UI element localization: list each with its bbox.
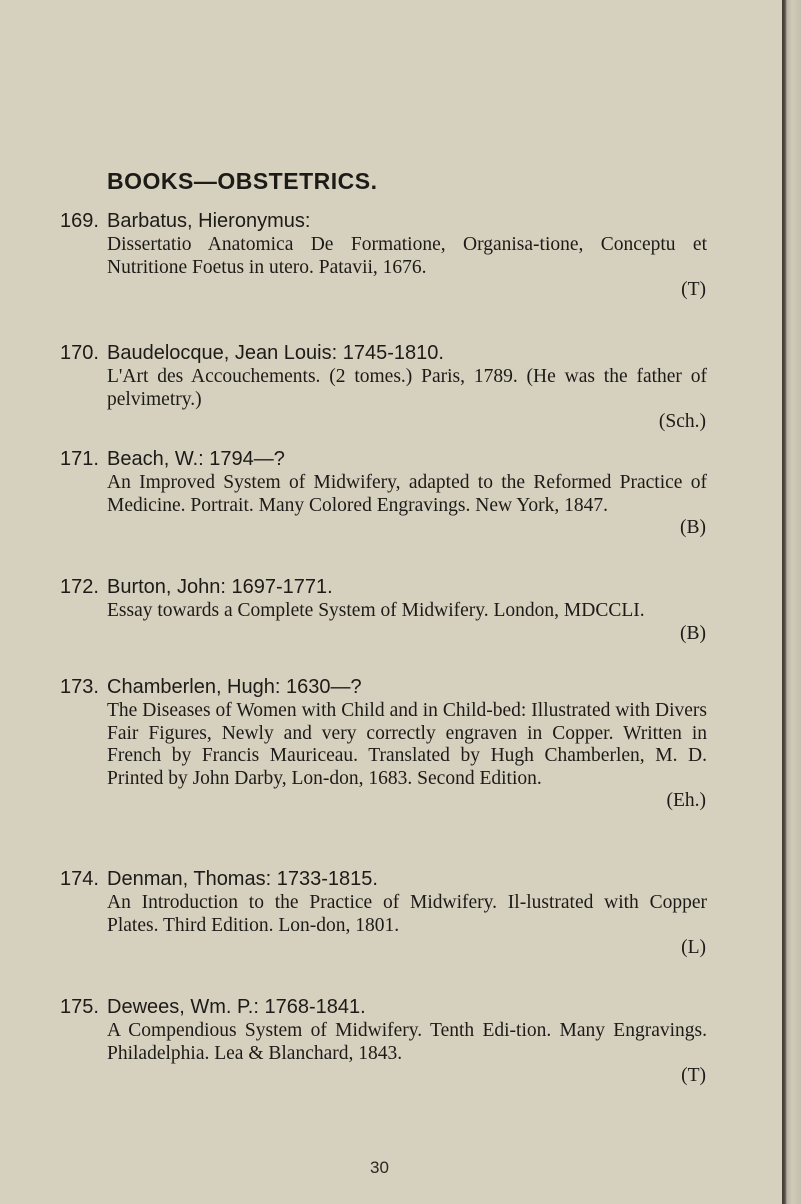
entry-173 [60, 674, 760, 866]
entry-170 [60, 340, 760, 446]
entry-172 [60, 574, 760, 674]
entry-description: Essay towards a Complete System of Midwifery. London, MDCCLI. [107, 600, 645, 621]
entry-169 [60, 208, 760, 340]
entry-source: (Sch.) [658, 411, 706, 432]
page-number: 30 [370, 1158, 389, 1177]
entry-175 [60, 994, 760, 1110]
entry-source: (Eh.) [666, 790, 706, 811]
entry-author: Chamberlen, Hugh: 1630—? [107, 676, 362, 698]
entry-174 [60, 866, 760, 994]
entry-author: Barbatus, Hieronymus: [107, 210, 311, 232]
entry-number: 170. [60, 342, 99, 364]
page-edge [782, 0, 801, 1204]
entry-number: 171. [60, 448, 99, 470]
entry-author: Burton, John: 1697-1771. [107, 576, 333, 598]
entry-author: Beach, W.: 1794—? [107, 448, 285, 470]
entry-source: (L) [681, 937, 706, 958]
entry-list [60, 208, 760, 1110]
entry-description: Dissertatio Anatomica De Formatione, Organisa-tione, Conceptu et Nutritione Foetus in utero. Patavii, 1676. [107, 234, 707, 278]
entry-description: L'Art des Accouchements. (2 tomes.) Paris, 1789. (He was the father of pelvimetry.) [107, 366, 707, 410]
entry-source: (B) [680, 517, 706, 538]
entry-description: The Diseases of Women with Child and in Child-bed: Illustrated with Divers Fair Figures, Newly and very correctly engraven in Copper. Written in French by Francis Mauriceau. Translated by Hugh Chamberlen, M. D. Printed by John Darby, Lon-don, 1683. Second Edition. [107, 700, 707, 789]
entry-description: An Improved System of Midwifery, adapted to the Reformed Practice of Medicine. Portrait. Many Colored Engravings. New York, 1847. [107, 472, 707, 516]
entry-source: (B) [680, 622, 706, 644]
entry-171 [60, 446, 760, 574]
entry-number: 169. [60, 210, 99, 232]
entry-description: An Introduction to the Practice of Midwifery. Il-lustrated with Copper Plates. Third Edition. Lon-don, 1801. [107, 892, 707, 936]
page-heading: BOOKS—OBSTETRICS. [107, 168, 378, 194]
entry-number: 174. [60, 868, 99, 890]
entry-author: Dewees, Wm. P.: 1768-1841. [107, 996, 366, 1018]
entry-number: 173. [60, 676, 99, 698]
entry-source: (T) [681, 279, 706, 300]
entry-number: 172. [60, 576, 99, 598]
entry-author: Denman, Thomas: 1733-1815. [107, 868, 378, 890]
entry-description: A Compendious System of Midwifery. Tenth Edi-tion. Many Engravings. Philadelphia. Lea & Blanchard, 1843. [107, 1020, 707, 1064]
entry-author: Baudelocque, Jean Louis: 1745-1810. [107, 342, 444, 364]
entry-number: 175. [60, 996, 99, 1018]
entry-source: (T) [681, 1065, 706, 1086]
